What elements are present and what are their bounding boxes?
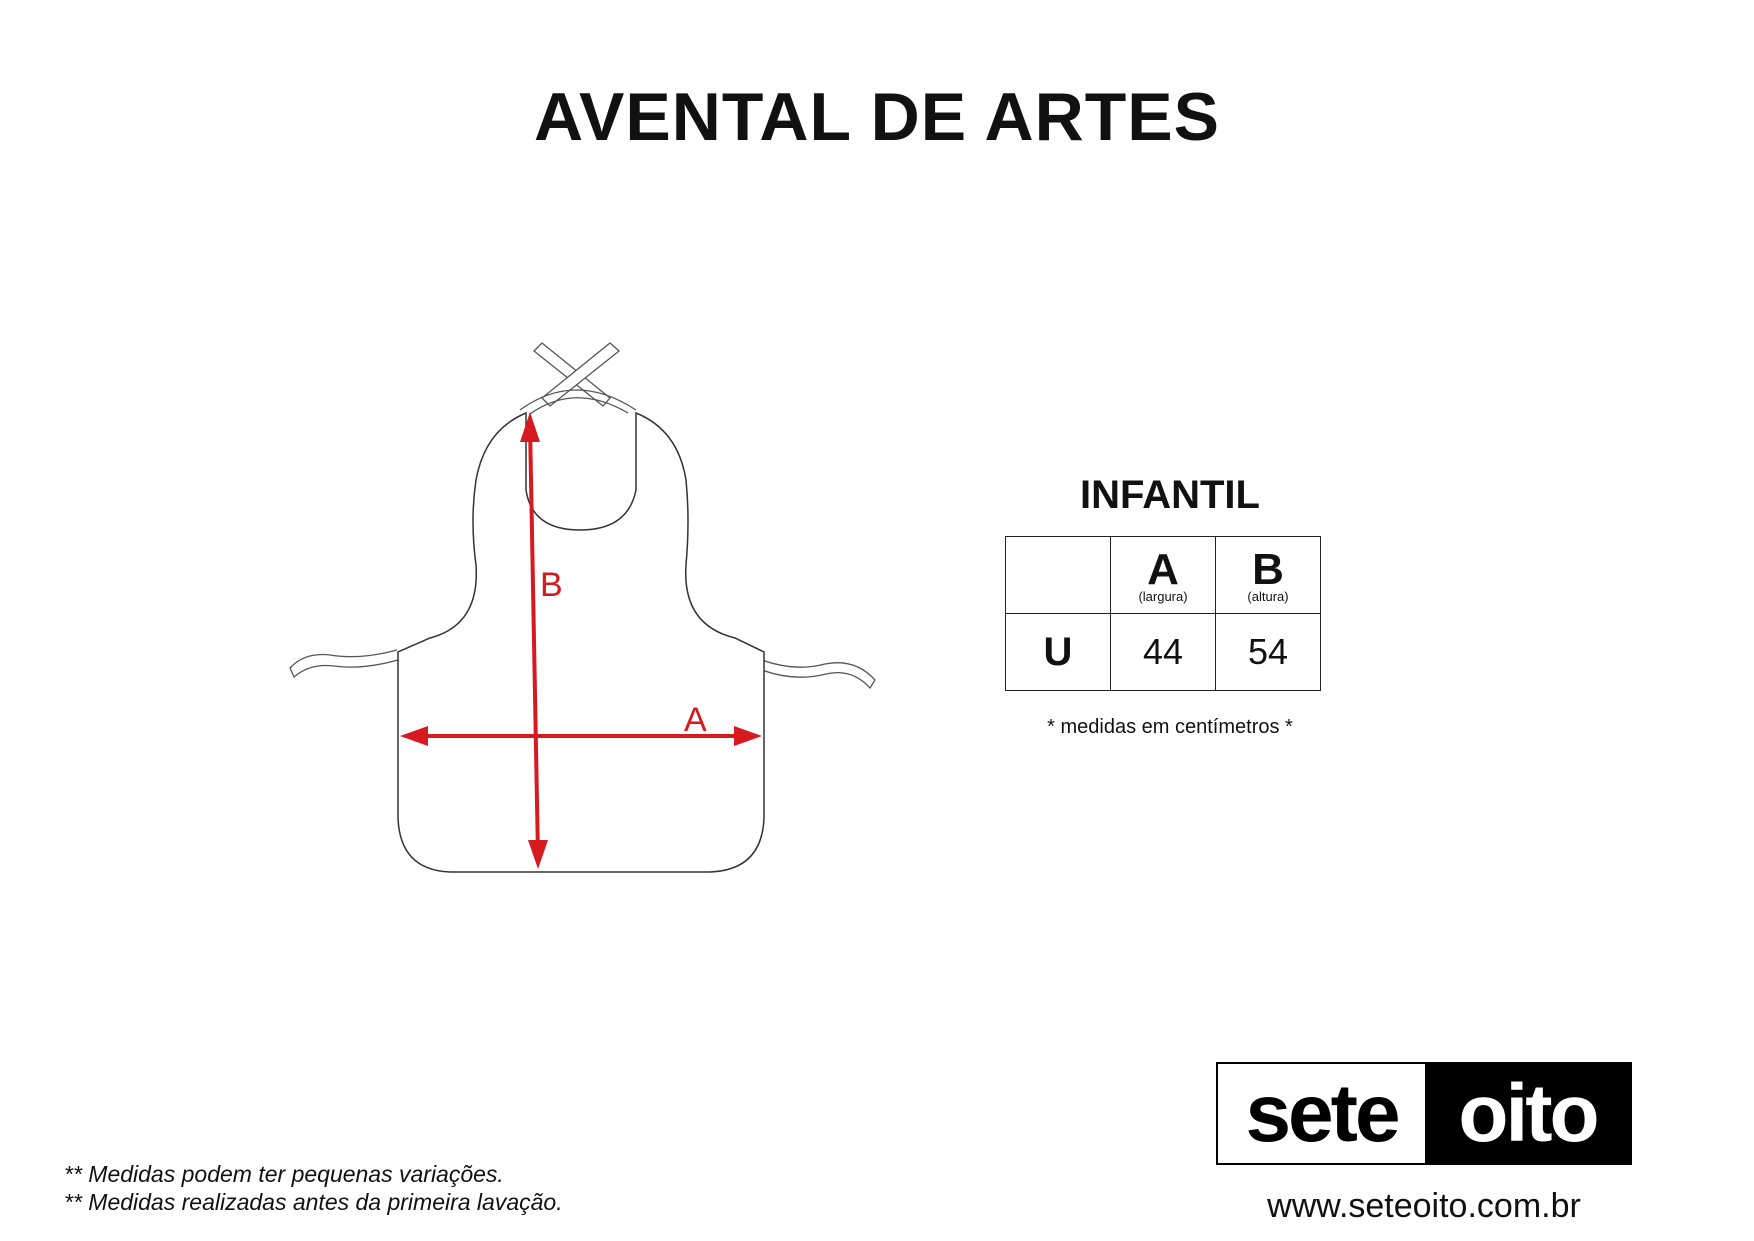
logo-text-sete: sete — [1218, 1064, 1425, 1163]
table-header-b — [1216, 537, 1321, 614]
apron-outline — [398, 413, 764, 872]
column-description: (largura) — [1138, 589, 1188, 604]
table-corner-cell — [1006, 537, 1111, 614]
column-letter: B — [1252, 545, 1284, 594]
column-letter: A — [1147, 545, 1179, 594]
size-table — [1005, 536, 1321, 691]
size-label: U — [1006, 614, 1111, 691]
table-header-row — [1006, 537, 1321, 614]
table-header-a — [1111, 537, 1216, 614]
value-a: 44 — [1111, 614, 1216, 691]
brand-logo — [1216, 1062, 1632, 1165]
neck-strap — [520, 343, 636, 414]
dimension-label-b: B — [540, 566, 563, 604]
footnote: ** Medidas realizadas antes da primeira lavação. — [64, 1189, 563, 1215]
website-url: www.seteoito.com.br — [1267, 1187, 1581, 1225]
size-table-title: INFANTIL — [1080, 473, 1260, 517]
units-note: * medidas em centímetros * — [1047, 716, 1293, 738]
dimension-label-a: A — [684, 701, 707, 739]
footnote: ** Medidas podem ter pequenas variações. — [64, 1161, 504, 1187]
footnotes — [64, 1160, 563, 1216]
value-b: 54 — [1216, 614, 1321, 691]
table-row — [1006, 614, 1321, 691]
page-title: AVENTAL DE ARTES — [534, 79, 1220, 155]
column-description: (altura) — [1247, 589, 1289, 604]
logo-text-oito: oito — [1425, 1064, 1630, 1163]
